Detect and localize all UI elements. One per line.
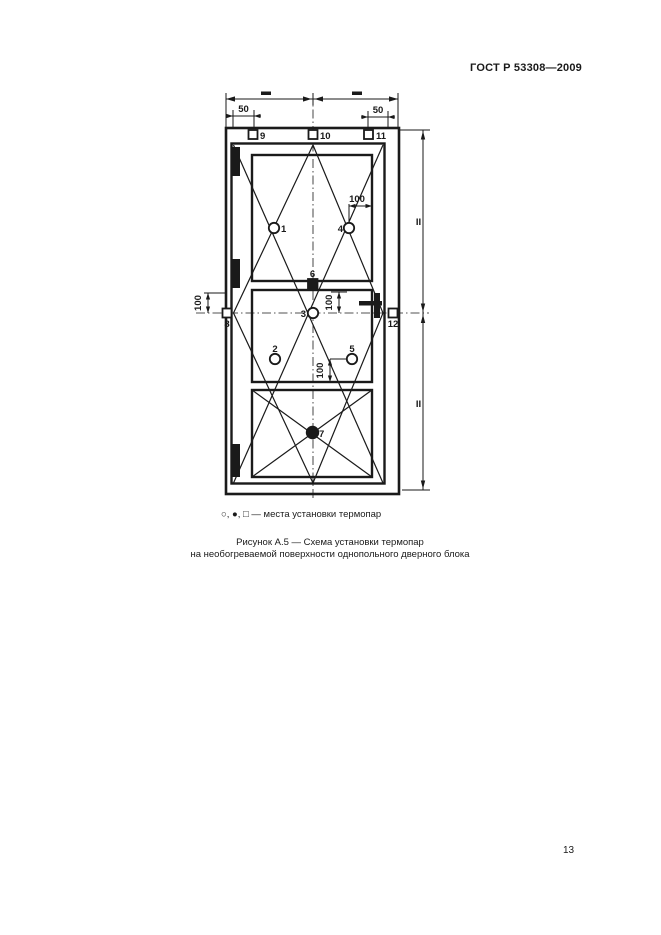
- thermocouple-1-circle: [269, 223, 279, 233]
- label-point-8: 8: [224, 319, 230, 330]
- label-point-4: 4: [337, 224, 343, 235]
- seg-lower-label: II: [415, 399, 422, 410]
- dim-100-p5: 100: [315, 362, 326, 379]
- dim-100-p4: 100: [349, 194, 365, 205]
- thermocouple-2-circle: [270, 354, 280, 364]
- figure-caption-line2: на необогреваемой поверхности однопольного дверного блока: [190, 549, 470, 560]
- thermocouple-7-filled-circle: [307, 427, 319, 439]
- label-point-12: 12: [387, 319, 399, 330]
- dim-100-left: 100: [193, 295, 204, 311]
- dim-100-center: 100: [324, 294, 335, 311]
- dim-50-right: 50: [372, 105, 384, 116]
- seg-upper-label: II: [415, 217, 422, 228]
- page-number: 13: [563, 845, 575, 856]
- dim-mark-left: [261, 92, 271, 96]
- thermocouple-3-circle: [308, 308, 318, 318]
- thermocouple-4-circle: [344, 223, 354, 233]
- figure-caption-line1: Рисунок А.5 — Схема установки термопар: [236, 537, 424, 548]
- dim-mark-right: [352, 92, 362, 96]
- dim-50-left: 50: [238, 104, 249, 115]
- figure-caption: [80, 537, 580, 561]
- label-point-11: 11: [376, 131, 387, 142]
- thermocouple-10-square: [309, 130, 318, 139]
- thermocouple-6-filled-square: [308, 279, 318, 289]
- doc-number-header: ГОСТ Р 53308—2009: [470, 62, 582, 74]
- label-point-10: 10: [320, 131, 331, 142]
- label-point-2: 2: [272, 344, 278, 355]
- thermocouple-8-square: [223, 309, 232, 318]
- label-point-1: 1: [281, 224, 287, 235]
- label-point-3: 3: [300, 309, 306, 320]
- thermocouple-12-square: [389, 309, 398, 318]
- label-point-5: 5: [349, 344, 355, 355]
- door-handle-icon: [359, 293, 382, 318]
- label-point-9: 9: [260, 131, 266, 142]
- thermocouple-11-square: [364, 130, 373, 139]
- figure-legend: ○, ●, □ — места установки термопар: [221, 509, 382, 520]
- label-point-7: 7: [319, 429, 325, 440]
- thermocouple-5-circle: [347, 354, 357, 364]
- thermocouple-9-square: [249, 130, 258, 139]
- label-point-6: 6: [309, 269, 316, 280]
